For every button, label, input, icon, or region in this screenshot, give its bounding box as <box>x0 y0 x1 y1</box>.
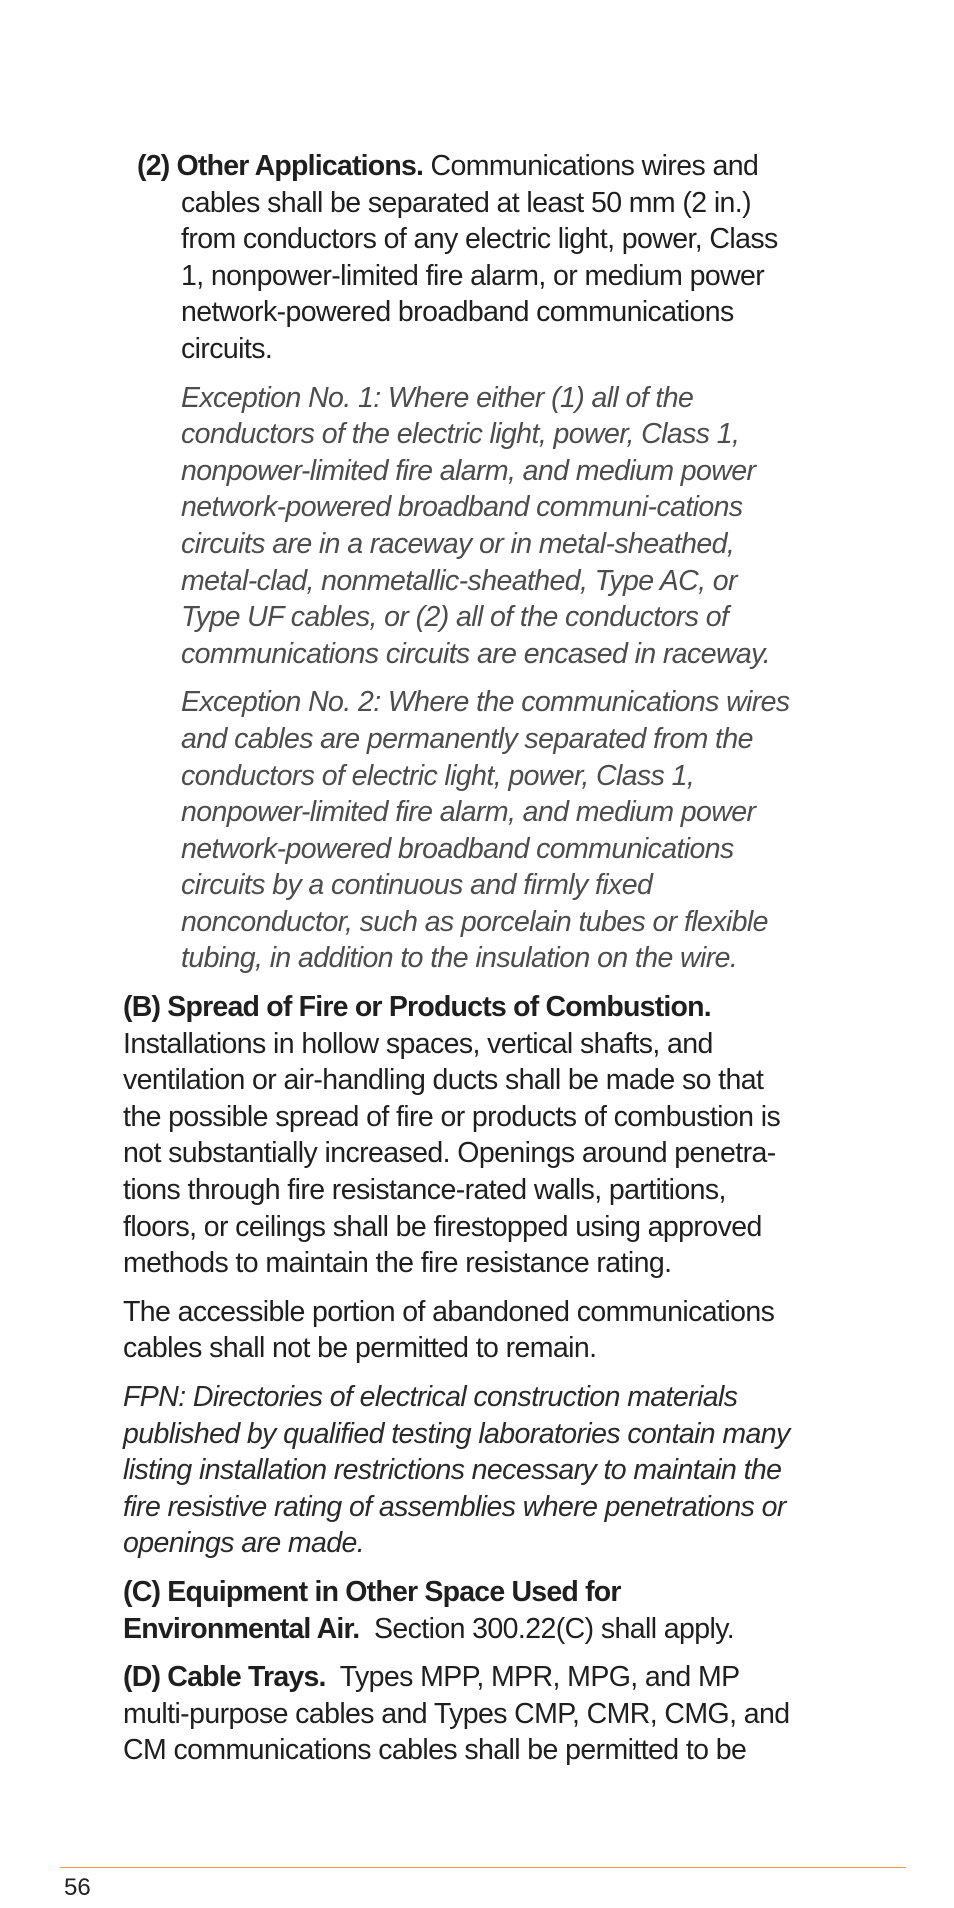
section-d-text: Types MPP, MPR, MPG, and MP multi-purpose cables and Types CMP, CMR, CMG, and CM communications cables shall be permitted to be <box>123 1661 797 1767</box>
section-b-spread-of-fire <box>123 989 803 1282</box>
page-body <box>123 148 803 1781</box>
section-d-cable-trays <box>123 1659 803 1769</box>
section-b-text: Installations in hollow spaces, vertical shafts, and ventilation or air-handling ducts shall be made so that the possible spread of fire or products of combustion is not substantially increased. Openings around penetra-tions through fire resistance-rated walls, partitions, floors, or ceilings shall be firestopped using approved methods to maintain the fire resistance rating. <box>123 1027 781 1280</box>
section-c-equipment <box>123 1574 803 1647</box>
section-c-heading: (C) Equipment in Other Space Used for Environmental Air. <box>123 1575 621 1645</box>
fpn-note: FPN: Directories of electrical construction materials published by qualified testing laboratories contain many listing installation restrictions necessary to maintain the fire resistive rating of assemblies where penetrations or openings are made. <box>123 1381 790 1560</box>
page-number: 56 <box>64 1874 91 1901</box>
section-d-heading: (D) Cable Trays. <box>123 1661 326 1694</box>
item-2-other-applications <box>123 148 803 368</box>
item-2-text: Communications wires and cables shall be separated at least 50 mm (2 in.) from conductors of any electric light, power, Class 1, nonpower-limited fire alarm, or medium power network-powered broadband communications circuits. <box>181 150 778 365</box>
abandoned-cables-paragraph: The accessible portion of abandoned communications cables shall not be permitted to remain. <box>123 1295 775 1365</box>
item-2-heading: (2) Other Applications. <box>137 150 424 182</box>
section-b-heading: (B) Spread of Fire or Products of Combustion. <box>123 991 711 1024</box>
footer-rule <box>60 1867 906 1868</box>
exception-1: Exception No. 1: Where either (1) all of the conductors of the electric light, power, Class 1, nonpower-limited fire alarm, and medium power network-powered broadband communi-cations circuits are in a raceway or in metal-sheathed, metal-clad, nonmetallic-sheathed, Type AC, or Type UF cables, or (2) all of the conductors of communications circuits are encased in raceway. <box>181 381 771 670</box>
exception-2: Exception No. 2: Where the communications wires and cables are permanently separated from the conductors of electric light, power, Class 1, nonpower-limited fire alarm, and medium power network-powered broadband communications circuits by a continuous and firmly fixed nonconductor, such as porcelain tubes or flexible tubing, in addition to the insulation on the wire. <box>181 686 790 975</box>
section-c-text: Section 300.22(C) shall apply. <box>359 1612 735 1645</box>
